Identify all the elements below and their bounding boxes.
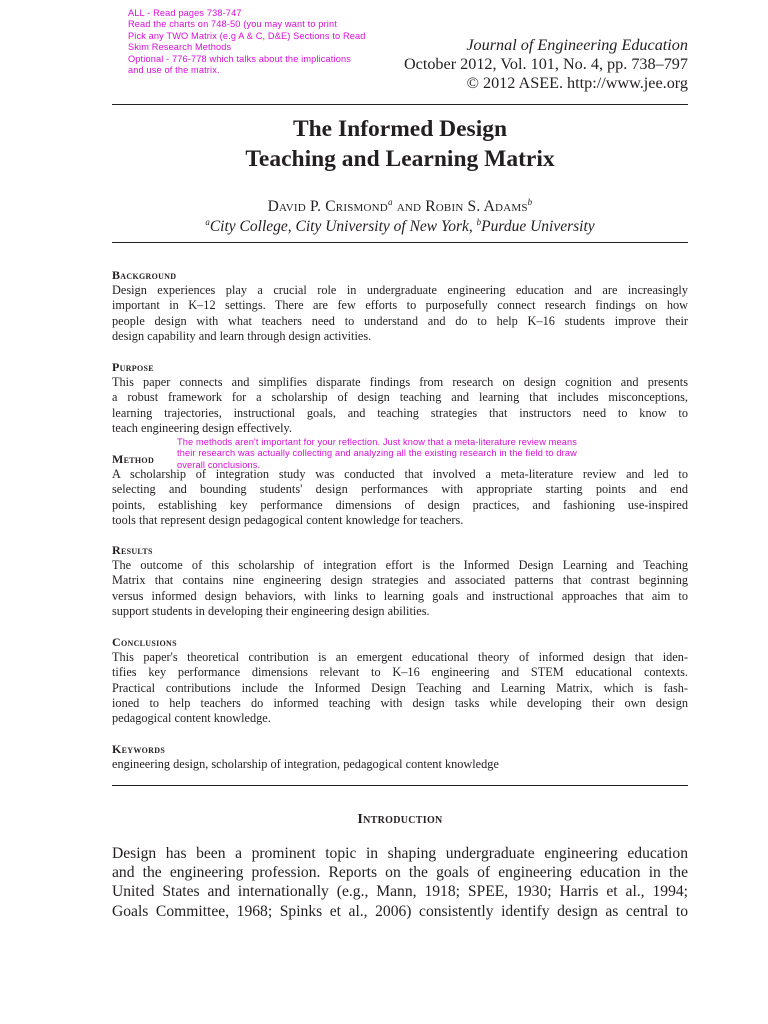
- section-heading: Method: [112, 452, 155, 466]
- text-line: Matrix that contains nine engineering design strategies and associated patterns that contrast beginning: [112, 573, 688, 588]
- note-line: and use of the matrix.: [128, 65, 220, 76]
- author-affiliation-mark: b: [527, 197, 533, 207]
- text-line: tools that represent design pedagogical content knowledge for teachers.: [112, 512, 464, 527]
- text-line: a robust framework for a scholarship of design teaching and learning that includes misconceptions,: [112, 390, 688, 405]
- text-line: and the engineering profession. Reports on the goals of engineering education in the: [112, 864, 688, 882]
- text-line: selecting and bounding students' design performances with appropriate starting points and end: [112, 482, 688, 497]
- section-body: [112, 650, 688, 726]
- abstract-results: [112, 543, 688, 619]
- journal-header: [404, 36, 688, 93]
- text-line: A scholarship of integration study was conducted that involved a meta-literature review and led to: [112, 467, 688, 481]
- abstract-background: [112, 268, 688, 344]
- header-divider: [112, 104, 688, 105]
- section-heading: Keywords: [112, 742, 166, 756]
- journal-copyright: © 2012 ASEE. http://www.jee.org: [466, 74, 688, 92]
- abstract-conclusions: [112, 635, 688, 726]
- paper-title: [112, 114, 688, 174]
- text-line: versus informed design behaviors, with links to learning goals and instructional approaches that aim to: [112, 588, 688, 603]
- journal-issue: October 2012, Vol. 101, No. 4, pp. 738–797: [403, 55, 688, 73]
- author-name: Robin S. Adams: [425, 198, 528, 216]
- abstract-method: [112, 452, 688, 528]
- abstract-keywords: [112, 742, 688, 772]
- section-heading: Conclusions: [112, 635, 177, 649]
- text-line: Design experiences play a crucial role in undergraduate engineering education and are increasingly: [112, 283, 688, 297]
- note-line: Optional - 776-778 which talks about the implications: [128, 53, 351, 64]
- note-line: Skim Research Methods: [128, 42, 232, 53]
- section-body: [112, 467, 688, 528]
- author-name: David P. Crismond: [267, 198, 388, 216]
- note-line: overall conclusions.: [177, 459, 261, 470]
- journal-name: Journal of Engineering Education: [466, 36, 688, 54]
- author-conjunction: and: [392, 198, 426, 216]
- affiliations: [112, 212, 688, 237]
- text-line: This paper connects and simplifies disparate findings from research on design cognition and presents: [112, 375, 688, 389]
- abstract-bottom-divider: [112, 785, 688, 786]
- note-line: ALL - Read pages 738-747: [128, 8, 242, 18]
- abstract-purpose: [112, 360, 688, 436]
- text-line: learning trajectories, instructional goals, and teaching strategies that instructors need to know to: [112, 405, 688, 420]
- introduction-body: [112, 844, 688, 921]
- text-line: important in K–12 settings. There are few efforts to purposefully connect research findings on how: [112, 298, 688, 313]
- note-line: Pick any TWO Matrix (e.g A & C, D&E) Sections to Read: [128, 30, 366, 41]
- text-line: Practical contributions include the Informed Design Teaching and Learning Matrix, which is fash-: [112, 680, 688, 695]
- text-line: people design with what teachers need to understand and do to help K–16 students improve their: [112, 313, 688, 328]
- note-line: The methods aren't important for your reflection. Just know that a meta-literature review means: [177, 437, 578, 447]
- note-line: their research was actually collecting and analyzing all the existing research in the field to draw: [177, 448, 577, 459]
- reading-instructions-note: [128, 8, 366, 76]
- text-line: United States and internationally (e.g., Mann, 1918; SPEE, 1930; Harris et al., 1994;: [112, 883, 688, 901]
- text-line: pedagogical content knowledge.: [112, 711, 271, 726]
- affiliation-b: Purdue University: [481, 218, 595, 236]
- text-line: Goals Committee, 1968; Spinks et al., 2006) consistently identify design as central to: [112, 902, 688, 920]
- text-line: support students in developing their engineering design abilities.: [112, 603, 430, 618]
- text-line: teach engineering design effectively.: [112, 420, 292, 435]
- section-body: [112, 375, 688, 436]
- section-body: [112, 283, 688, 344]
- text-line: Design has been a prominent topic in shaping undergraduate engineering education: [112, 845, 688, 862]
- section-heading: Background: [112, 268, 177, 282]
- title-line: The Informed Design: [292, 116, 508, 142]
- affiliation-mark: a: [205, 217, 210, 227]
- affiliation-a: City College, City University of New York,: [209, 218, 477, 236]
- text-line: design capability and learn through design activities.: [112, 328, 372, 343]
- keywords-text: engineering design, scholarship of integration, pedagogical content knowledge: [112, 757, 499, 771]
- section-heading: Purpose: [112, 360, 154, 374]
- section-heading: Results: [112, 543, 153, 557]
- abstract-top-divider: [112, 242, 688, 243]
- text-line: ioned to help teachers do informed teaching with design tasks while developing their own design: [112, 695, 688, 710]
- author-affiliation-mark: a: [387, 197, 393, 207]
- section-body: [112, 558, 688, 619]
- title-line: Teaching and Learning Matrix: [245, 146, 555, 172]
- text-line: tifies key performance dimensions relevant to K–16 engineering and STEM educational contexts.: [112, 665, 688, 680]
- introduction-heading: Introduction: [357, 812, 443, 827]
- note-line: Read the charts on 748-50 (you may want to print: [128, 19, 337, 30]
- text-line: points, establishing key performance dimensions of design practices, and fashioning use-inspired: [112, 497, 688, 512]
- text-line: This paper's theoretical contribution is an emergent educational theory of informed design that iden-: [112, 650, 688, 664]
- affiliation-mark: b: [476, 217, 482, 227]
- text-line: The outcome of this scholarship of integration effort is the Informed Design Learning and Teaching: [112, 558, 688, 572]
